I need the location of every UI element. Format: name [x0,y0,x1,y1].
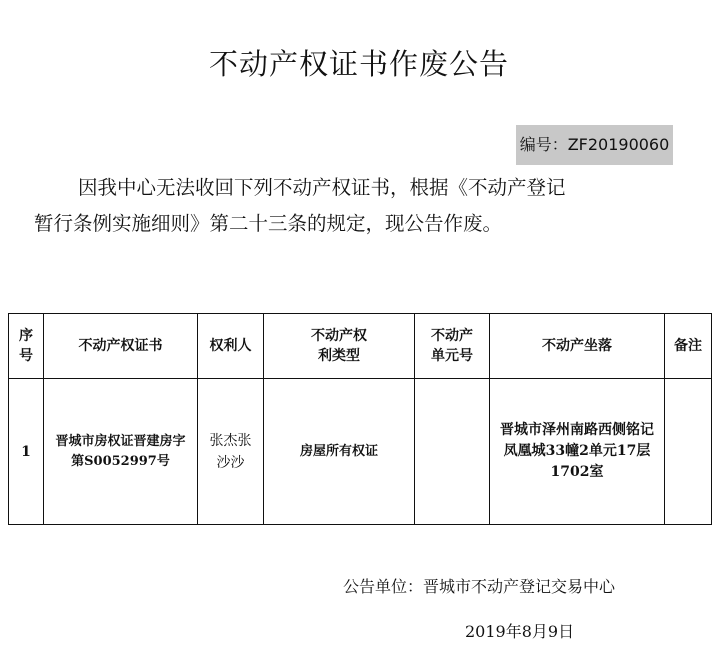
notice-paragraph [34,170,684,242]
paragraph-line-2: 暂行条例实施细则》第二十三条的规定，现公告作废。 [34,212,503,235]
issue-date: 2019年8月9日 [465,622,575,641]
notice-number: 编号：ZF20190060 [516,125,673,165]
table-row [9,379,712,525]
header-seq: 序号 [9,314,44,379]
cell-remarks [665,379,712,525]
header-location: 不动产坐落 [490,314,665,379]
void-certificates-table [8,313,712,525]
paragraph-line-1: 因我中心无法收回下列不动产权证书，根据《不动产登记 [78,176,566,199]
header-unit-no: 不动产单元号 [415,314,490,379]
cell-location: 晋城市泽州南路西侧铭记凤凰城33幢2单元17层1702室 [490,379,665,525]
cell-holder: 张杰张沙沙 [198,379,264,525]
header-right-type: 不动产权利类型 [264,314,415,379]
issuing-unit: 公告单位：晋城市不动产登记交易中心 [343,577,616,596]
table-header-row [9,314,712,379]
cell-certificate: 晋城市房权证晋建房字第S0052997号 [44,379,198,525]
cell-seq: 1 [9,379,44,525]
cell-unit-no [415,379,490,525]
header-remarks: 备注 [665,314,712,379]
cell-right-type: 房屋所有权证 [264,379,415,525]
header-certificate: 不动产权证书 [44,314,198,379]
page-title: 不动产权证书作废公告 [208,47,509,81]
header-holder: 权利人 [198,314,264,379]
